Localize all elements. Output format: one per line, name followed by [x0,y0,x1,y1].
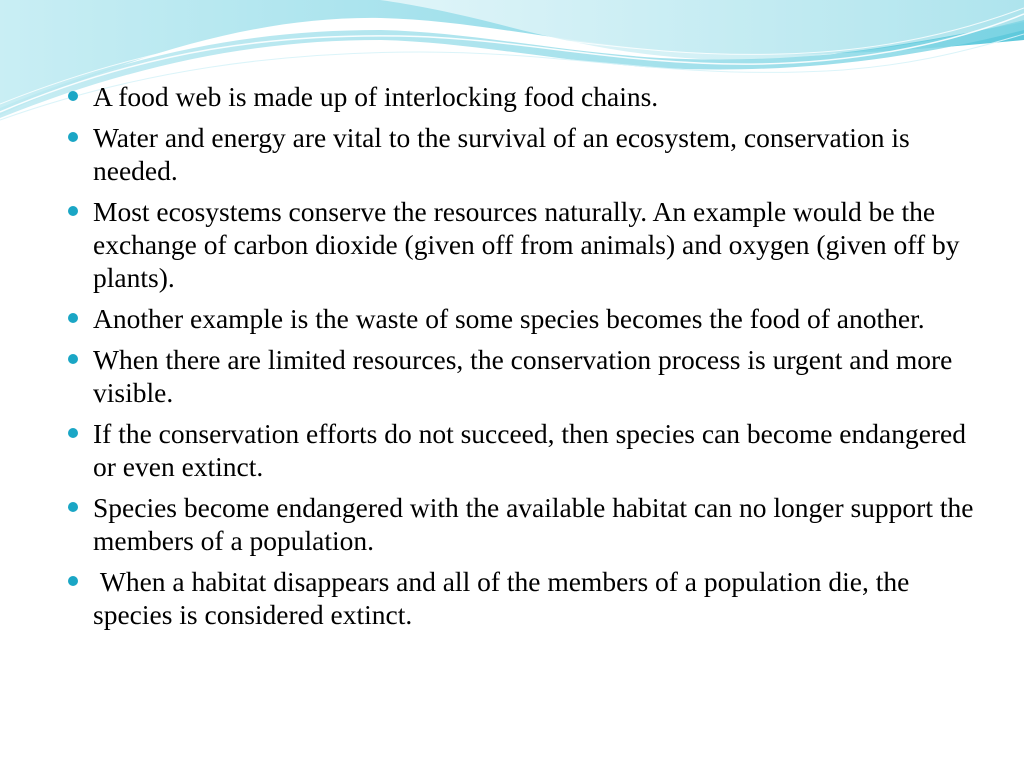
bullet-item [64,565,984,631]
bullet-dot-icon [68,132,78,142]
bullet-dot-icon [68,91,78,101]
bullet-item [64,80,984,113]
bullet-text: Another example is the waste of some species becomes the food of another. [93,303,925,334]
bullet-dot-icon [68,206,78,216]
bullet-text: When a habitat disappears and all of the members of a population die, the species is considered extinct. [93,566,917,630]
bullet-text: If the conservation efforts do not succeed, then species can become endangered or even extinct. [93,418,973,482]
bullet-dot-icon [68,576,78,586]
bullet-dot-icon [68,502,78,512]
bullet-text: Species become endangered with the available habitat can no longer support the members of a population. [93,492,981,556]
bullet-item [64,121,984,187]
bullet-dot-icon [68,354,78,364]
bullet-item [64,302,984,335]
bullet-text: Water and energy are vital to the survival of an ecosystem, conservation is needed. [93,122,917,186]
bullet-item [64,195,984,294]
bullet-text: When there are limited resources, the conservation process is urgent and more visible. [93,344,960,408]
bullet-item [64,343,984,409]
bullet-text: A food web is made up of interlocking food chains. [93,81,659,112]
bullet-list [64,80,984,639]
bullet-dot-icon [68,313,78,323]
bullet-item [64,491,984,557]
bullet-text: Most ecosystems conserve the resources naturally. An example would be the exchange of carbon dioxide (given off from animals) and oxygen (given off by plants). [93,196,967,293]
bullet-item [64,417,984,483]
bullet-dot-icon [68,428,78,438]
